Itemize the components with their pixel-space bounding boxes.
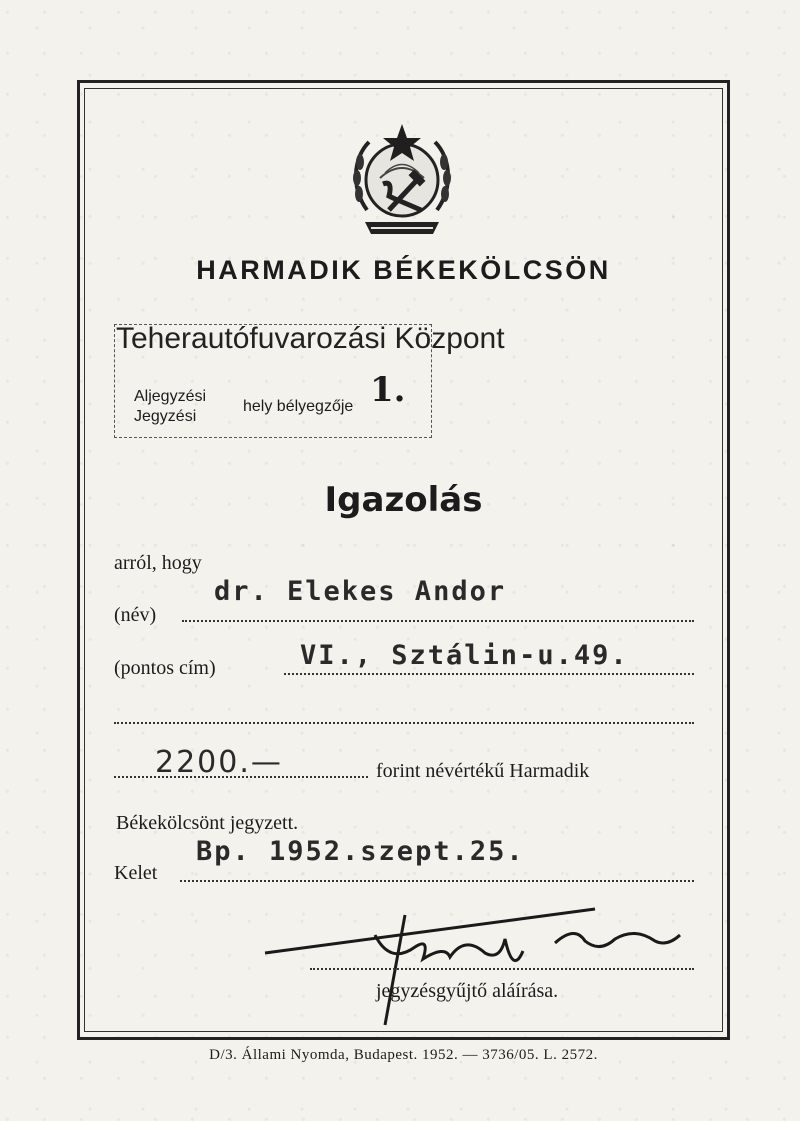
- printer-footer: D/3. Állami Nyomda, Budapest. 1952. — 3736/05. L. 2572.: [209, 1047, 598, 1063]
- name-value: dr. Elekes Andor: [214, 576, 507, 607]
- document-title: Igazolás: [324, 480, 483, 520]
- amount-text: forint névértékű Harmadik: [376, 760, 590, 782]
- stamp-label-hely: hely bélyegzője: [243, 398, 354, 415]
- stamp-number: 1.: [370, 370, 406, 410]
- intro-text: arról, hogy: [114, 552, 202, 574]
- address-value: VI., Sztálin-u.49.: [300, 640, 629, 671]
- address-label: (pontos cím): [114, 657, 216, 679]
- date-value: Bp. 1952.szept.25.: [196, 836, 525, 867]
- name-label: (név): [114, 604, 157, 626]
- stamp-office-name: Teherautófuvarozási Központ: [116, 322, 505, 355]
- amount-value: 2200.—: [155, 745, 283, 780]
- handwritten-signature: [255, 895, 695, 1035]
- stamp-label-aljegyzesi: Aljegyzési: [134, 388, 207, 405]
- date-dotted-line: [180, 880, 694, 882]
- signature-caption: jegyzésgyűjtő aláírása.: [376, 980, 559, 1002]
- signature-dotted-line: [310, 968, 694, 970]
- bond-heading: HARMADIK BÉKEKÖLCSÖN: [196, 255, 611, 285]
- coat-of-arms-emblem: [345, 118, 459, 246]
- bond-text: Békekölcsönt jegyzett.: [116, 812, 299, 834]
- address-dotted-line: [284, 673, 694, 675]
- stamp-label-jegyzesi: Jegyzési: [134, 408, 197, 425]
- blank-dotted-line: [114, 722, 694, 724]
- name-dotted-line: [182, 620, 694, 622]
- date-label: Kelet: [114, 862, 158, 884]
